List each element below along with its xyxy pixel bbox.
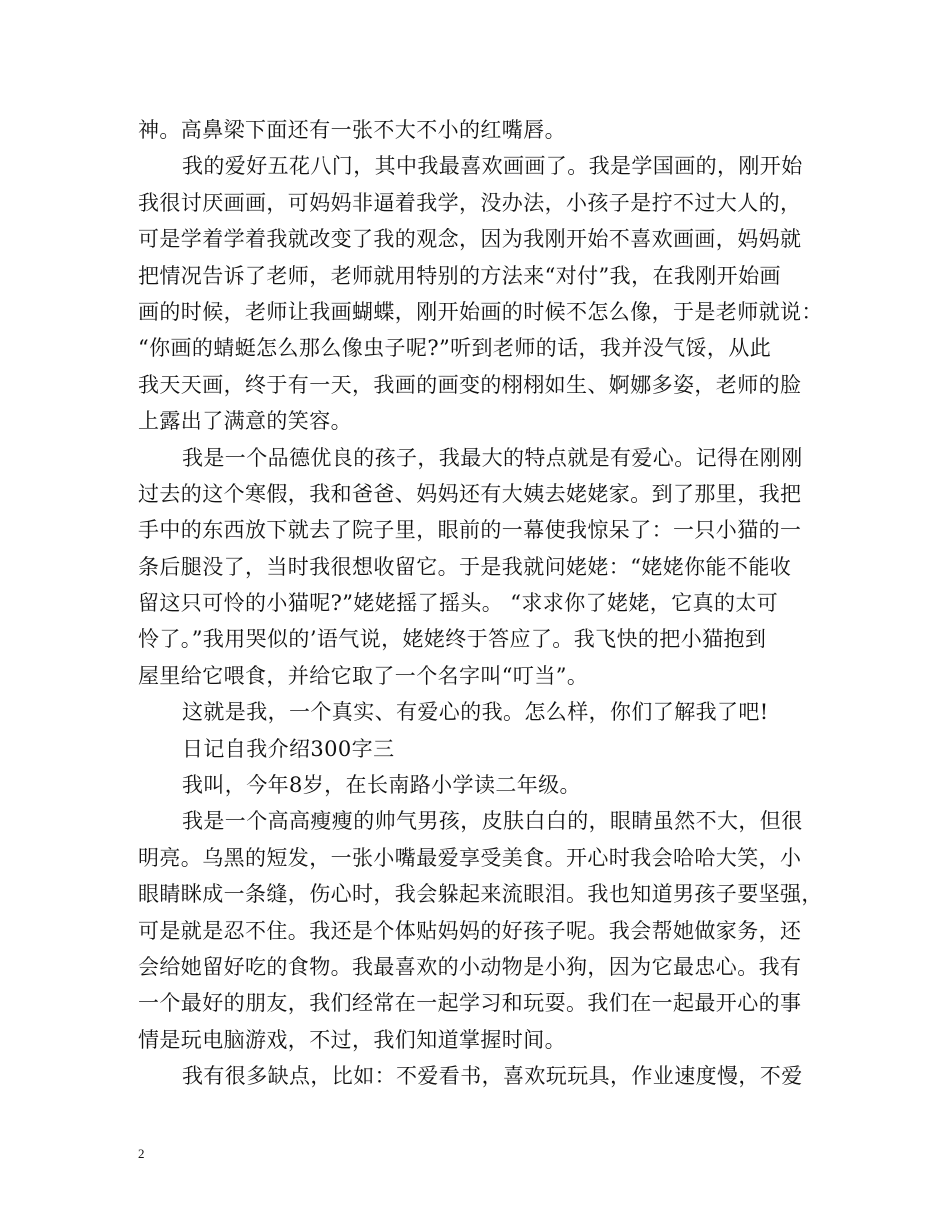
text-line: 屋里给它喂食，并给它取了一个名字叫“叮当”。 [138, 663, 589, 688]
text-line: 手中的东西放下就去了院子里，眼前的一幕使我惊呆了：一只小猫的一 [138, 518, 802, 543]
paragraph-start-line: 我叫，今年8岁，在长南路小学读二年级。 [182, 773, 581, 798]
text-line: 会给她留好吃的食物。我最喜欢的小动物是小狗，因为它最忠心。我有 [138, 954, 802, 979]
text-line: 把情况告诉了老师，老师就用特别的方法来“对付”我，在我刚开始画 [138, 263, 781, 288]
text-line: 可是就是忍不住。我还是个体贴妈妈的好孩子呢。我会帮她做家务，还 [138, 918, 802, 943]
paragraph-start-line: 我的爱好五花八门，其中我最喜欢画画了。我是学国画的，刚开始 [182, 154, 803, 179]
text-line: 一个最好的朋友，我们经常在一起学习和玩耍。我们在一起最开心的事 [138, 991, 802, 1016]
text-line: 我天天画，终于有一天，我画的画变的栩栩如生、婀娜多姿，老师的脸 [138, 372, 802, 397]
text-line: 明亮。乌黑的短发，一张小嘴最爱享受美食。开心时我会哈哈大笑，小 [138, 845, 802, 870]
body-text [138, 112, 838, 1095]
text-line: 我很讨厌画画，可妈妈非逼着我学，没办法，小孩子是拧不过大人的， [138, 190, 802, 215]
text-line: “你画的蜻蜓怎么那么像虫子呢?”听到老师的话，我并没气馁，从此 [138, 336, 772, 361]
paragraph-start-line: 我是一个品德优良的孩子，我最大的特点就是有爱心。记得在刚刚 [182, 445, 803, 470]
section-heading: 日记自我介绍300字三 [182, 736, 395, 761]
text-line: 条后腿没了，当时我很想收留它。于是我就问姥姥：“姥姥你能不能收 [138, 554, 792, 579]
text-line: 眼睛眯成一条缝，伤心时，我会躲起来流眼泪。我也知道男孩子要坚强， [138, 882, 823, 907]
text-line: 上露出了满意的笑容。 [138, 409, 352, 434]
paragraph-start-line: 我是一个高高瘦瘦的帅气男孩，皮肤白白的，眼睛虽然不大，但很 [182, 809, 803, 834]
text-line: 情是玩电脑游戏，不过，我们知道掌握时间。 [138, 1027, 566, 1052]
text-line: 留这只可怜的小猫呢?”姥姥摇了摇头。 “求求你了姥姥，它真的太可 [138, 591, 779, 616]
paragraph-start-line: 我有很多缺点，比如：不爱看书，喜欢玩玩具，作业速度慢，不爱 [182, 1064, 803, 1089]
text-line: 画的时候，老师让我画蝴蝶，刚开始画的时候不怎么像，于是老师就说： [138, 299, 823, 324]
text-line: 可是学着学着我就改变了我的观念，因为我刚开始不喜欢画画，妈妈就 [138, 227, 802, 252]
paragraph-start-line: 这就是我，一个真实、有爱心的我。怎么样，你们了解我了吧! [182, 700, 769, 725]
text-line: 过去的这个寒假，我和爸爸、妈妈还有大姨去姥姥家。到了那里，我把 [138, 481, 802, 506]
text-line: 神。高鼻梁下面还有一张不大不小的红嘴唇。 [138, 118, 566, 142]
text-line: 怜了。”我用哭似的’语气说，姥姥终于答应了。我飞快的把小猫抱到 [138, 627, 767, 652]
page-number: 2 [138, 1146, 145, 1161]
